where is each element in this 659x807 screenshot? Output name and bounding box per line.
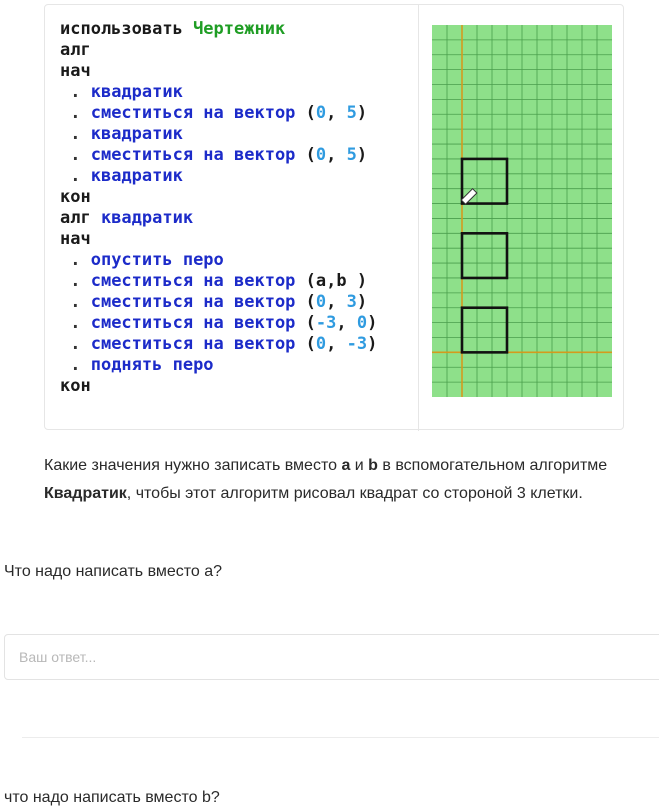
drawer-grid (432, 25, 612, 397)
code-line (60, 208, 377, 229)
code-token: кон (60, 376, 91, 396)
code-token: сместиться на вектор (90, 145, 306, 165)
code-token: . (60, 166, 91, 186)
question-text: Какие значения нужно записать вместо (44, 457, 342, 474)
answer-a-input[interactable] (4, 634, 659, 680)
task-question (44, 452, 656, 508)
code-token: квадратик (90, 82, 183, 102)
code-token: a (315, 271, 327, 291)
code-token: , (326, 271, 337, 291)
code-token: ) (356, 103, 368, 123)
code-line (60, 187, 377, 208)
code-token: ( (305, 292, 316, 312)
code-line (60, 313, 377, 334)
code-token: Чертежник (193, 19, 286, 39)
question-b-label: что надо написать вместо b? (4, 789, 220, 806)
code-token: . (60, 313, 91, 333)
code-token: 0 (315, 292, 327, 312)
drawer-field (432, 25, 612, 397)
code-token: ( (305, 103, 316, 123)
code-line (60, 271, 377, 292)
code-token: сместиться на вектор (90, 292, 306, 312)
question-text: и (350, 457, 369, 474)
code-token: кон (60, 187, 91, 207)
code-token: квадратик (100, 208, 194, 228)
code-token: ) (346, 271, 368, 291)
code-token: ( (305, 313, 316, 333)
code-token: 0 (315, 145, 327, 165)
code-token: 5 (346, 145, 357, 165)
card-divider (418, 5, 419, 431)
code-token: , (326, 145, 347, 165)
algorithm-name: Квадратик (44, 485, 127, 502)
code-token: ) (356, 145, 368, 165)
task-card (44, 4, 624, 430)
code-token: сместиться на вектор (90, 313, 306, 333)
code-token: , (336, 313, 357, 333)
code-token: 0 (315, 334, 327, 354)
code-token: . (60, 103, 91, 123)
code-token: . (60, 334, 91, 354)
code-line (60, 292, 377, 313)
code-token: . (60, 292, 91, 312)
code-token: опустить перо (90, 250, 224, 270)
code-line (60, 61, 377, 82)
code-line (60, 355, 377, 376)
question-text: , чтобы этот алгоритм рисовал квадрат со стороной 3 клетки. (126, 485, 583, 502)
code-token: 3 (346, 292, 357, 312)
code-token: . (60, 355, 91, 375)
code-token: сместиться на вектор (90, 271, 306, 291)
code-token: сместиться на вектор (90, 103, 306, 123)
code-token: . (60, 124, 91, 144)
code-token: , (326, 103, 347, 123)
code-line (60, 229, 377, 250)
code-line (60, 82, 377, 103)
code-line (60, 376, 377, 397)
code-token: ( (305, 271, 316, 291)
code-token: 0 (356, 313, 368, 333)
code-token: ( (305, 334, 316, 354)
program-code (60, 19, 377, 397)
code-line (60, 166, 377, 187)
code-token: алг (60, 208, 101, 228)
section-divider (22, 737, 659, 738)
code-token: . (60, 82, 91, 102)
code-token: поднять перо (90, 355, 214, 375)
code-token: квадратик (90, 124, 183, 144)
code-token: -3 (315, 313, 337, 333)
code-token: ) (367, 313, 378, 333)
code-line (60, 145, 377, 166)
code-line (60, 103, 377, 124)
code-token: использовать (60, 19, 194, 39)
code-token: b (336, 271, 347, 291)
code-token: ( (305, 145, 316, 165)
question-text: в вспомогательном алгоритме (377, 457, 608, 474)
code-token: ) (356, 292, 368, 312)
code-token: ) (367, 334, 378, 354)
code-token: . (60, 145, 91, 165)
code-token: . (60, 271, 91, 291)
code-line (60, 19, 377, 40)
code-token: , (326, 292, 347, 312)
code-line (60, 250, 377, 271)
code-line (60, 124, 377, 145)
code-line (60, 40, 377, 61)
code-token: 5 (346, 103, 357, 123)
code-token: алг (60, 40, 91, 60)
code-token: -3 (346, 334, 368, 354)
code-token: квадратик (90, 166, 183, 186)
code-token: , (326, 334, 347, 354)
code-token: . (60, 250, 91, 270)
question-a-label: Что надо написать вместо a? (4, 563, 223, 580)
code-token: сместиться на вектор (90, 334, 306, 354)
var-b: b (368, 457, 378, 474)
code-token: 0 (315, 103, 327, 123)
code-line (60, 334, 377, 355)
code-token: нач (60, 229, 91, 249)
var-a: a (341, 457, 351, 474)
code-token: нач (60, 61, 91, 81)
